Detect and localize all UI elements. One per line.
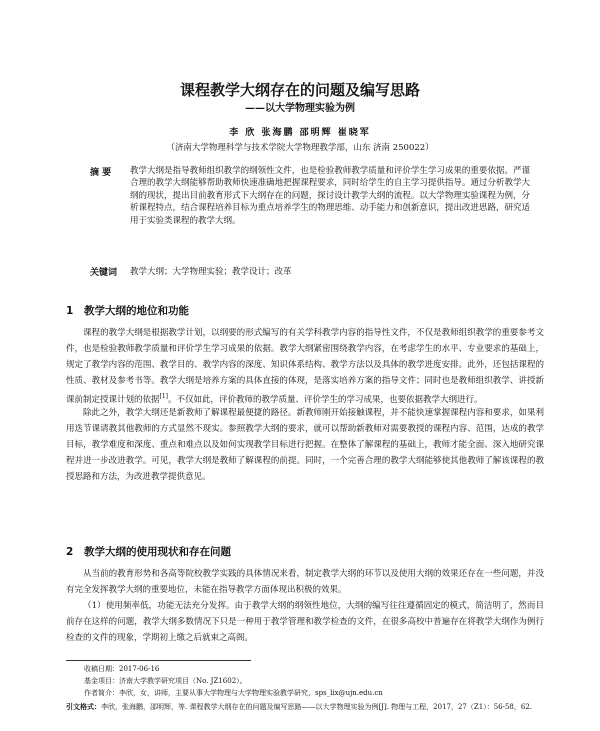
section-number: 2	[66, 546, 74, 558]
footnote-citation	[66, 702, 544, 712]
affiliation: （济南大学物理科学与技术学院大学物理教学部，山东 济南 250022）	[166, 143, 434, 153]
paragraph-text: 课程的教学大纲是根据教学计划，以纲要的形式编写的有关学科教学内容的指导性文件，不仅是教师组织教学的重要参考文件，也是检验教师教学质量和评价学生学习成果的依据。教学大纲紧密围绕教学内容，在考虑学生的水平、专业要求的基础上，规定了教学内容的范围、教学目的、教学内容的深度、知识体系结构、教学方法以及具体的教学进度安排。此外，还包括课程的性质、教材及参考书等。教学大纲是培养方案的具体直接的体现，是落实培养方案的指导文件；同时也是教师组织教学、讲授新课前制定授课计划的依据	[66, 328, 544, 405]
paragraph-text-end: 。不仅如此，评价教师的教学质量、评价学生的学习成果，也要依据教学大纲进行。	[168, 394, 483, 405]
footnote-author: 作者简介：李欣，女，讲师，主要从事大学物理与大学物理实验教学研究，sps_lix@ujn.edu.cn	[84, 689, 383, 697]
citation-text: 李欣，张海鹏，邵明辉，等. 课程教学大纲存在的问题及编写思路——以大学物理实验为例[J]. 物理与工程，2017，27（Z1）：56-58，62.	[101, 703, 533, 711]
footnote-funding: 基金项目：济南大学教学研究项目（No. JZ1602）。	[84, 677, 247, 685]
keywords-text: 教学大纲；大学物理实验；教学设计；改革	[130, 267, 292, 277]
body-paragraph: 除此之外，教学大纲还是新教师了解课程最便捷的路径。新教师刚开始接触课程，并不能快速掌握课程内容和要求，如果利用迭节课请教其他教师的方式显然不现实。参照教学大纲的要求，就可以帮助新教师对需要教授的课程内容、范围，达成的教学目标，教学难度和深度、重点和难点以及如何实现教学目标进行把握。在整体了解课程的基础上，教师才能全面、深入地研究课程并进一步改进教学。可见，教学大纲是教师了解课程的前提。同时，一个完善合理的教学大纲能够使其他教师了解该课程的教授思路和方法，为改进教学提供意见。	[66, 408, 544, 482]
section-title: 教学大纲的使用现状和存在问题	[84, 546, 231, 558]
footnote-divider	[66, 660, 251, 661]
section-heading-1	[66, 303, 189, 318]
abstract-text: 教学大纲是指导教师组织教学的纲领性文件，也是检验教师教学质量和评价学生学习成果的重要依据。严谨合理的教学大纲能够帮助教师快速准确地把握课程要求，同时给学生的自主学习提供指导。通过分析教学大纲的现状，提出目前教育形式下大纲存在的问题，探讨设计教学大纲的流程。以大学物理实验课程为例，分析课程特点，结合课程培养目标为重点培养学生的物理思维、动手能力和创新意识，提出改进思路，研究适用于实验类课程的教学大纲。	[130, 166, 530, 226]
citation-ref: [1]	[159, 393, 169, 400]
body-paragraph: （1）使用频率低，功能无法充分发挥。由于教学大纲的纲领性地位，大纲的编写往往遵循固定的模式，简洁明了，然而目前存在这样的问题，教学大纲多数情况下只是一种用于教学管理和教学检查的文件，在很多高校中普遍存在将教学大纲作为例行检查的文件的现象，学期初上缴之后就束之高阁。	[66, 601, 544, 643]
section-title: 教学大纲的地位和功能	[84, 305, 189, 317]
citation-label: 引文格式：	[66, 703, 101, 711]
section-number: 1	[66, 305, 74, 317]
paper-title: 课程教学大纲存在的问题及编写思路	[179, 81, 420, 99]
keywords-label: 关键词	[90, 268, 118, 278]
body-paragraph: 从当前的教育形势和各高等院校教学实践的具体情况来看，制定教学大纲的环节以及使用大纲的效果还存在一些问题，并没有完全发挥教学大纲的重要地位，未能在指导教学方面体现出积极的效果。	[66, 569, 544, 595]
paper-subtitle: ——以大学物理实验为例	[245, 103, 355, 114]
footnote-received: 收稿日期：2017-06-16	[84, 665, 160, 673]
abstract-label: 摘 要	[90, 168, 112, 178]
body-paragraph	[66, 325, 544, 408]
author-list: 李 欣 张海鹏 邵明辉 崔晓军	[229, 128, 371, 138]
section-heading-2	[66, 544, 231, 559]
